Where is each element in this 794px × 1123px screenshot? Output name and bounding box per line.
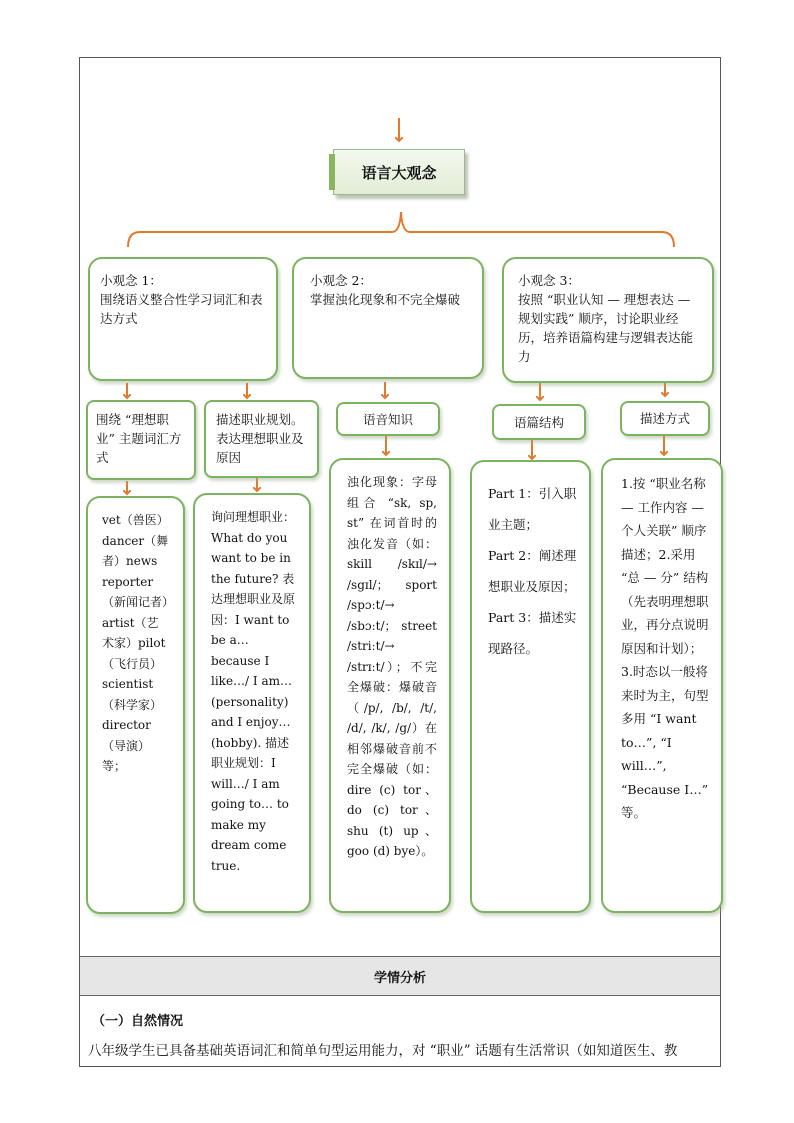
phonetics-heading-box: 语音知识 [336, 402, 440, 436]
concept-2-label: 小观念 2： [310, 273, 372, 288]
phonetics-detail-box: 浊化现象：字母组合 “sk, sp, st” 在词首时的浊化发音（如：skill /skɪl/→ /sgɪl/； sport /spɔːt/→ /sbɔːt/； street /striːt/→ /strɪːt/）；不完全爆破：爆破音（/p/, /b/, /t/, /d/, /k/, /g/）在相邻爆破音前不完全爆破（如：dire (c) tor、do (c) tor、shu (t) up、goo (d) bye）。 [329, 458, 451, 913]
method-detail-box: 1.按 “职业名称 — 工作内容 — 个人关联” 顺序描述；2.采用 “总 — 分” 结构（先表明理想职业，再分点说明原因和计划）；3.时态以一般将来时为主，句型多用 “I want to…”, “I will…”, “Because I…” 等。 [601, 458, 723, 913]
structure-part-3: Part 3：描述实现路径。 [488, 610, 577, 656]
section-heading: （一）自然情况 [92, 1014, 184, 1029]
section-paragraph: 八年级学生已具备基础英语词汇和简单句型运用能力，对 “职业” 话题有生活常识（如知道医生、教 [88, 1043, 678, 1059]
concept-2-box [292, 257, 484, 379]
concept-1-box [88, 257, 278, 381]
method-heading-box: 描述方式 [620, 401, 710, 436]
structure-part-2: Part 2：阐述理想职业及原因； [488, 548, 577, 594]
brace-connector [128, 212, 674, 247]
concept-1-label: 小观念 1： [100, 273, 162, 288]
vocab-heading-box: 围绕 “理想职业” 主题词汇方式 [86, 400, 196, 480]
structure-heading-box: 语篇结构 [492, 404, 586, 440]
structure-part-1: Part 1：引入职业主题； [488, 486, 577, 532]
vocab-detail-box: vet（兽医）dancer（舞者）news reporter（新闻记者）artist（艺术家）pilot（飞行员）scientist（科学家）director（导演）等； [86, 496, 185, 914]
concept-1-text: 围绕语义整合性学习词汇和表达方式 [100, 292, 263, 326]
main-concept-title: 语言大观念 [333, 149, 465, 195]
plan-heading-box: 描述职业规划。表达理想职业及原因 [204, 400, 319, 478]
concept-3-label: 小观念 3： [518, 273, 580, 288]
section-title: 学情分析 [80, 956, 720, 996]
concept-3-text: 按照 “职业认知 — 理想表达 — 规划实践” 顺序，讨论职业经历，培养语篇构建与逻辑表达能力 [518, 292, 694, 364]
structure-detail-box [470, 460, 591, 913]
plan-detail-box: 询问理想职业：What do you want to be in the future? 表达理想职业及原因：I want to be a… because I like…/ I am… (personality) and I enjoy… (hobby). 描述职业规划：I will…/ I am going to… to make my dream come true. [193, 493, 311, 913]
concept-2-text: 掌握浊化现象和不完全爆破 [310, 292, 461, 307]
concept-3-box [502, 257, 714, 383]
